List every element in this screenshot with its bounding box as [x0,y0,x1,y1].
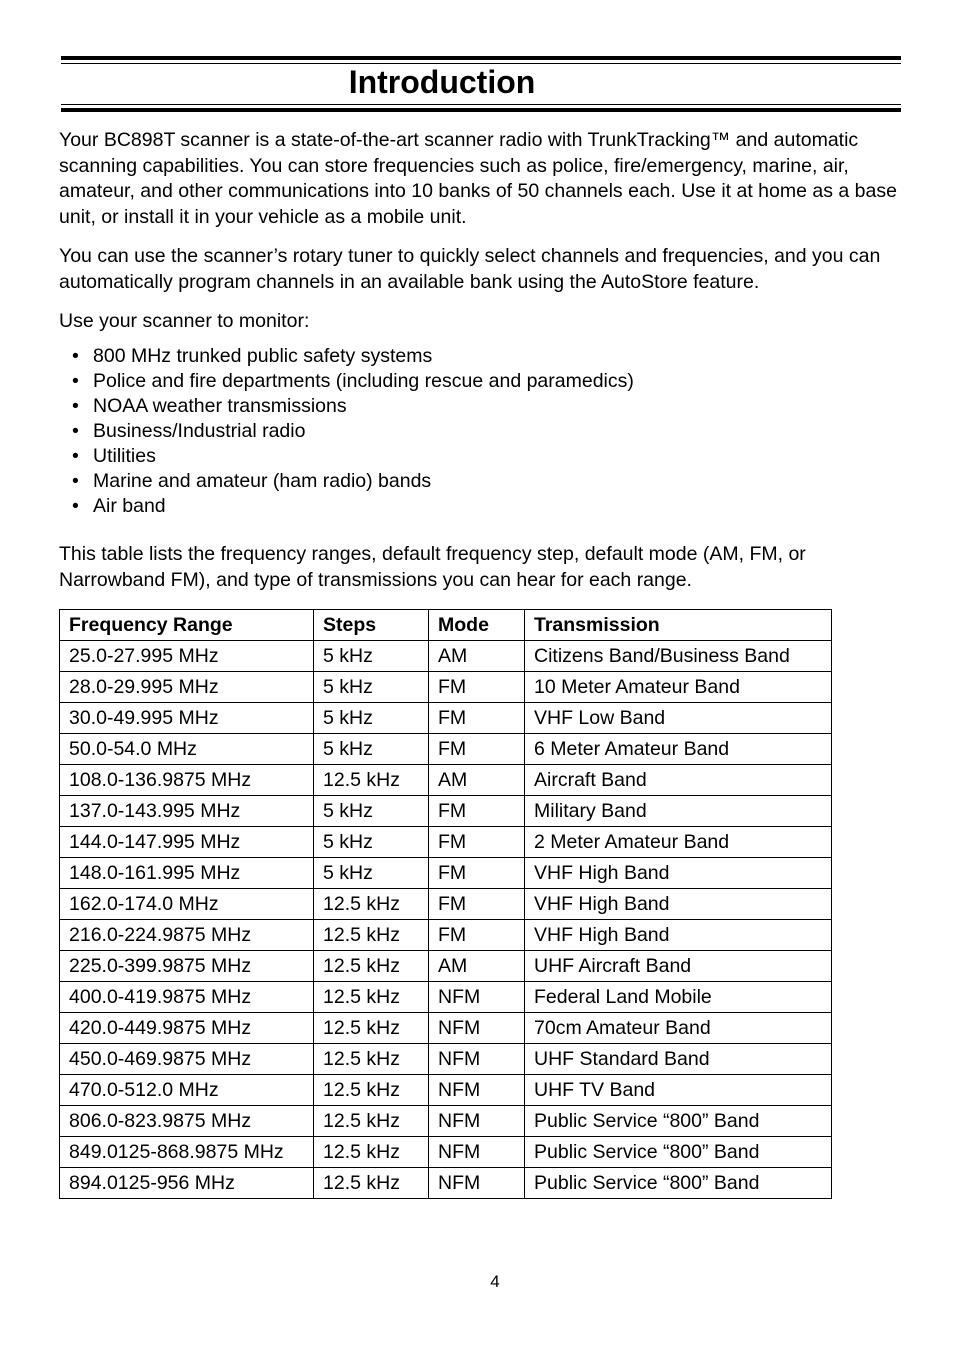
cell-steps: 12.5 kHz [314,920,429,951]
cell-transmission: Aircraft Band [525,765,832,796]
header-rule-top [61,56,901,60]
cell-mode: NFM [429,982,525,1013]
cell-mode: FM [429,858,525,889]
cell-transmission: VHF Low Band [525,703,832,734]
table-row [60,672,832,703]
cell-frequency-range: 28.0-29.995 MHz [60,672,314,703]
monitor-list [59,344,634,519]
cell-transmission: 70cm Amateur Band [525,1013,832,1044]
cell-frequency-range: 162.0-174.0 MHz [60,889,314,920]
cell-mode: NFM [429,1137,525,1168]
cell-mode: FM [429,703,525,734]
cell-mode: NFM [429,1106,525,1137]
cell-transmission: 2 Meter Amateur Band [525,827,832,858]
cell-steps: 12.5 kHz [314,765,429,796]
cell-steps: 5 kHz [314,703,429,734]
cell-transmission: VHF High Band [525,858,832,889]
cell-frequency-range: 137.0-143.995 MHz [60,796,314,827]
cell-mode: AM [429,951,525,982]
header-mode: Mode [429,610,525,641]
list-item: • Marine and amateur (ham radio) bands [72,470,432,492]
page-title: Introduction [348,64,536,100]
cell-steps: 12.5 kHz [314,951,429,982]
cell-frequency-range: 108.0-136.9875 MHz [60,765,314,796]
table-header-row [60,610,832,641]
cell-steps: 5 kHz [314,827,429,858]
list-item: • NOAA weather transmissions [72,395,347,417]
frequency-table-body [60,641,832,1199]
cell-frequency-range: 25.0-27.995 MHz [60,641,314,672]
cell-mode: FM [429,734,525,765]
table-row [60,796,832,827]
cell-mode: NFM [429,1168,525,1199]
cell-frequency-range: 50.0-54.0 MHz [60,734,314,765]
cell-transmission: UHF Aircraft Band [525,951,832,982]
cell-transmission: VHF High Band [525,920,832,951]
cell-steps: 12.5 kHz [314,1013,429,1044]
table-row [60,1075,832,1106]
table-row [60,858,832,889]
cell-frequency-range: 470.0-512.0 MHz [60,1075,314,1106]
bullet-icon: • [72,495,79,517]
cell-steps: 5 kHz [314,641,429,672]
cell-frequency-range: 420.0-449.9875 MHz [60,1013,314,1044]
cell-steps: 5 kHz [314,796,429,827]
cell-mode: FM [429,796,525,827]
cell-mode: FM [429,889,525,920]
table-row [60,920,832,951]
cell-transmission: Citizens Band/Business Band [525,641,832,672]
cell-frequency-range: 450.0-469.9875 MHz [60,1044,314,1075]
cell-frequency-range: 144.0-147.995 MHz [60,827,314,858]
cell-frequency-range: 225.0-399.9875 MHz [60,951,314,982]
cell-transmission: UHF Standard Band [525,1044,832,1075]
list-item: • Utilities [72,445,156,467]
cell-mode: FM [429,827,525,858]
header-rule-bottom [61,108,901,112]
page-number: 4 [490,1272,500,1291]
cell-transmission: 6 Meter Amateur Band [525,734,832,765]
list-item: • Police and fire departments (including rescue and paramedics) [72,370,634,392]
cell-transmission: 10 Meter Amateur Band [525,672,832,703]
table-row [60,889,832,920]
list-item: • 800 MHz trunked public safety systems [72,345,433,367]
bullet-icon: • [72,345,79,367]
cell-mode: FM [429,672,525,703]
cell-frequency-range: 400.0-419.9875 MHz [60,982,314,1013]
table-row [60,982,832,1013]
cell-frequency-range: 148.0-161.995 MHz [60,858,314,889]
list-item: • Air band [72,495,166,517]
header-frequency-range: Frequency Range [60,610,314,641]
table-row [60,1106,832,1137]
table-row [60,734,832,765]
cell-steps: 12.5 kHz [314,1168,429,1199]
header-steps: Steps [314,610,429,641]
table-row [60,951,832,982]
cell-frequency-range: 806.0-823.9875 MHz [60,1106,314,1137]
cell-mode: AM [429,641,525,672]
cell-transmission: Public Service “800” Band [525,1106,832,1137]
cell-frequency-range: 894.0125-956 MHz [60,1168,314,1199]
cell-steps: 5 kHz [314,734,429,765]
cell-transmission: Military Band [525,796,832,827]
cell-steps: 12.5 kHz [314,1137,429,1168]
table-row [60,1044,832,1075]
cell-frequency-range: 849.0125-868.9875 MHz [60,1137,314,1168]
list-item: • Business/Industrial radio [72,420,306,442]
frequency-table [59,609,832,1199]
bullet-icon: • [72,445,79,467]
cell-mode: NFM [429,1044,525,1075]
cell-transmission: VHF High Band [525,889,832,920]
table-row [60,641,832,672]
cell-steps: 12.5 kHz [314,889,429,920]
cell-transmission: Federal Land Mobile [525,982,832,1013]
cell-mode: NFM [429,1075,525,1106]
intro-paragraph: Your BC898T scanner is a state-of-the-art scanner radio with TrunkTracking™ and automatic scanning capabilities. You can store frequencies such as police, fire/emergency, marine, air, amateur, and other communications into 10 banks of 50 channels each. Use it at home as a base unit, or install it in your vehicle as a mobile unit. [59,129,897,228]
cell-mode: NFM [429,1013,525,1044]
cell-steps: 12.5 kHz [314,1106,429,1137]
table-intro-paragraph: This table lists the frequency ranges, default frequency step, default mode (AM, FM, or Narrowband FM), and type of transmissions you can hear for each range. [59,543,806,591]
cell-steps: 5 kHz [314,672,429,703]
cell-steps: 5 kHz [314,858,429,889]
cell-frequency-range: 216.0-224.9875 MHz [60,920,314,951]
bullet-icon: • [72,420,79,442]
cell-steps: 12.5 kHz [314,982,429,1013]
cell-transmission: UHF TV Band [525,1075,832,1106]
table-row [60,1137,832,1168]
header-transmission: Transmission [525,610,832,641]
header-rule-bottom-thin [61,104,901,105]
table-row [60,765,832,796]
table-row [60,827,832,858]
cell-transmission: Public Service “800” Band [525,1137,832,1168]
cell-transmission: Public Service “800” Band [525,1168,832,1199]
cell-steps: 12.5 kHz [314,1075,429,1106]
cell-mode: AM [429,765,525,796]
bullet-icon: • [72,470,79,492]
table-row [60,1168,832,1199]
cell-mode: FM [429,920,525,951]
cell-frequency-range: 30.0-49.995 MHz [60,703,314,734]
monitor-lead-paragraph: Use your scanner to monitor: [59,310,310,332]
bullet-icon: • [72,370,79,392]
tuner-paragraph: You can use the scanner’s rotary tuner to quickly select channels and frequencies, and you can automatically program channels in an available bank using the AutoStore feature. [59,245,881,293]
table-row [60,703,832,734]
cell-steps: 12.5 kHz [314,1044,429,1075]
bullet-icon: • [72,395,79,417]
table-row [60,1013,832,1044]
